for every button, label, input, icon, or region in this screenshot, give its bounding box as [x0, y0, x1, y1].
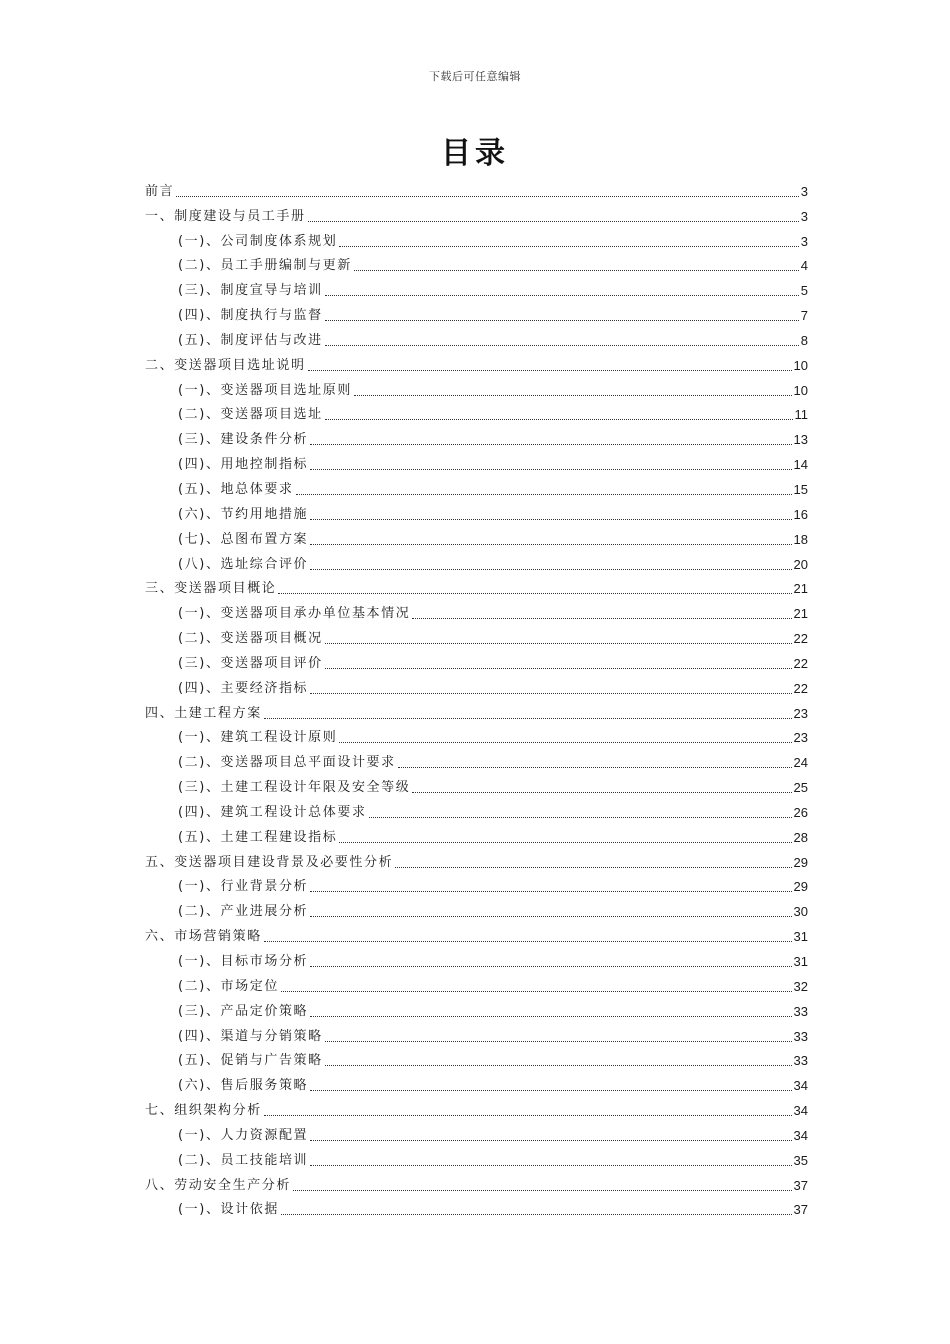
toc-entry-text: (二)、员工技能培训	[178, 1152, 309, 1168]
toc-entry-text: (七)、总图布置方案	[178, 531, 309, 547]
toc-page-number: 15	[793, 481, 808, 497]
dot-leader	[310, 966, 791, 967]
toc-entry-text: 三、变送器项目概论	[145, 581, 277, 597]
table-of-contents	[145, 176, 808, 1219]
toc-entry-text: (六)、节约用地措施	[178, 506, 309, 522]
toc-subsection-entry[interactable]	[145, 375, 808, 400]
toc-subsection-entry[interactable]	[145, 400, 808, 425]
toc-section-entry[interactable]	[145, 847, 808, 872]
dot-leader	[354, 270, 799, 271]
dot-leader	[325, 643, 792, 644]
toc-page-number: 22	[793, 655, 808, 671]
toc-page-number: 25	[793, 780, 808, 796]
toc-page-number: 23	[793, 730, 808, 746]
toc-subsection-entry[interactable]	[145, 648, 808, 673]
toc-subsection-entry[interactable]	[145, 1070, 808, 1095]
toc-subsection-entry[interactable]	[145, 275, 808, 300]
toc-page-number: 13	[793, 432, 808, 448]
toc-entry-text: (二)、变送器项目总平面设计要求	[178, 755, 396, 771]
toc-page-number: 22	[793, 631, 808, 647]
toc-entry-text: 前言	[145, 183, 175, 199]
toc-entry-text: (一)、变送器项目选址原则	[178, 382, 352, 398]
toc-subsection-entry[interactable]	[145, 673, 808, 698]
toc-page-number: 22	[793, 680, 808, 696]
toc-section-entry[interactable]	[145, 176, 808, 201]
toc-entry-text: (二)、变送器项目概况	[178, 631, 323, 647]
toc-subsection-entry[interactable]	[145, 499, 808, 524]
toc-subsection-entry[interactable]	[145, 872, 808, 897]
toc-entry-text: 六、市场营销策略	[145, 929, 262, 945]
toc-page-number: 21	[793, 581, 808, 597]
toc-entry-text: 五、变送器项目建设背景及必要性分析	[145, 854, 394, 870]
toc-page-number: 21	[793, 606, 808, 622]
dot-leader	[310, 544, 791, 545]
toc-section-entry[interactable]	[145, 574, 808, 599]
toc-subsection-entry[interactable]	[145, 524, 808, 549]
dot-leader	[310, 1140, 791, 1141]
toc-page-number: 34	[793, 1103, 808, 1119]
dot-leader	[369, 817, 792, 818]
toc-entry-text: (一)、变送器项目承办单位基本情况	[178, 606, 411, 622]
toc-page-number: 18	[793, 531, 808, 547]
dot-leader	[264, 941, 792, 942]
toc-entry-text: (一)、目标市场分析	[178, 954, 309, 969]
toc-entry-text: (四)、建筑工程设计总体要求	[178, 804, 367, 820]
dot-leader	[296, 494, 792, 495]
toc-entry-text: 一、制度建设与员工手册	[145, 208, 306, 224]
toc-page-number: 5	[800, 283, 808, 299]
toc-entry-text: (二)、变送器项目选址	[178, 407, 323, 423]
toc-entry-text: (五)、地总体要求	[178, 481, 294, 497]
toc-entry-text: (一)、行业背景分析	[178, 879, 309, 895]
toc-entry-text: (三)、产品定价策略	[178, 1003, 309, 1019]
toc-entry-text: (五)、促销与广告策略	[178, 1053, 323, 1069]
toc-page-number: 33	[793, 1028, 808, 1044]
dot-leader	[264, 1115, 792, 1116]
toc-subsection-entry[interactable]	[145, 549, 808, 574]
toc-entry-text: (六)、售后服务策略	[178, 1078, 309, 1094]
toc-subsection-entry[interactable]	[145, 1046, 808, 1071]
toc-section-entry[interactable]	[145, 921, 808, 946]
toc-entry-text: (三)、土建工程设计年限及安全等级	[178, 780, 411, 796]
toc-page-number: 14	[793, 457, 808, 473]
toc-entry-text: (二)、员工手册编制与更新	[178, 258, 352, 274]
toc-subsection-entry[interactable]	[145, 449, 808, 474]
toc-section-entry[interactable]	[145, 698, 808, 723]
toc-page-number: 37	[793, 1202, 808, 1218]
dot-leader	[278, 593, 791, 594]
toc-entry-text: (八)、选址综合评价	[178, 556, 309, 572]
toc-page-number: 29	[793, 854, 808, 870]
dot-leader	[325, 1041, 792, 1042]
toc-page-number: 10	[793, 357, 808, 373]
toc-page-number: 3	[800, 233, 808, 249]
dot-leader	[325, 345, 799, 346]
dot-leader	[354, 395, 792, 396]
toc-entry-text: (三)、制度宣导与培训	[178, 283, 323, 299]
toc-subsection-entry[interactable]	[145, 747, 808, 772]
toc-section-entry[interactable]	[145, 350, 808, 375]
toc-subsection-entry[interactable]	[145, 996, 808, 1021]
dot-leader	[412, 792, 791, 793]
dot-leader	[412, 618, 791, 619]
toc-page-number: 3	[800, 183, 808, 199]
dot-leader	[398, 767, 792, 768]
toc-subsection-entry[interactable]	[145, 300, 808, 325]
toc-entry-text: (四)、用地控制指标	[178, 457, 309, 473]
toc-entry-text: (五)、土建工程建设指标	[178, 829, 338, 845]
toc-subsection-entry[interactable]	[145, 772, 808, 797]
toc-subsection-entry[interactable]	[145, 623, 808, 648]
toc-page-number: 28	[793, 829, 808, 845]
toc-entry-text: 四、土建工程方案	[145, 705, 262, 721]
header-note: 下载后可任意编辑	[429, 70, 521, 83]
toc-section-entry[interactable]	[145, 1095, 808, 1120]
toc-page-number: 35	[793, 1152, 808, 1168]
toc-page-number: 33	[793, 1053, 808, 1069]
dot-leader	[325, 295, 799, 296]
dot-leader	[395, 867, 791, 868]
toc-page-number: 34	[793, 1127, 808, 1143]
toc-subsection-entry[interactable]	[145, 1195, 808, 1220]
toc-title: 目录	[441, 136, 509, 171]
toc-page-number: 10	[793, 382, 808, 398]
toc-entry-text: (四)、渠道与分销策略	[178, 1028, 323, 1044]
dot-leader	[308, 221, 799, 222]
toc-entry-text: (三)、建设条件分析	[178, 432, 309, 448]
dot-leader	[339, 742, 791, 743]
toc-page-number: 29	[793, 879, 808, 895]
dot-leader	[310, 469, 791, 470]
toc-subsection-entry[interactable]	[145, 1145, 808, 1170]
dot-leader	[310, 693, 791, 694]
toc-entry-text: (五)、制度评估与改进	[178, 332, 323, 348]
toc-subsection-entry[interactable]	[145, 822, 808, 847]
toc-page-number: 31	[793, 929, 808, 945]
toc-entry-text: (一)、设计依据	[178, 1202, 279, 1218]
dot-leader	[310, 569, 791, 570]
toc-entry-text: 七、组织架构分析	[145, 1103, 262, 1119]
toc-entry-text: 二、变送器项目选址说明	[145, 357, 306, 373]
toc-page-number: 11	[794, 407, 808, 423]
toc-page-number: 7	[800, 308, 808, 324]
toc-page-number: 26	[793, 804, 808, 820]
toc-page-number: 4	[800, 258, 808, 274]
dot-leader	[176, 196, 799, 197]
toc-page-number: 34	[793, 1078, 808, 1094]
toc-page-number: 16	[793, 506, 808, 522]
dot-leader	[325, 668, 792, 669]
toc-section-entry[interactable]	[145, 1170, 808, 1195]
toc-page-number: 20	[793, 556, 808, 572]
toc-subsection-entry[interactable]	[145, 474, 808, 499]
dot-leader	[310, 891, 791, 892]
toc-subsection-entry[interactable]	[145, 251, 808, 276]
toc-subsection-entry[interactable]	[145, 797, 808, 822]
dot-leader	[325, 320, 799, 321]
dot-leader	[308, 370, 792, 371]
toc-page-number: 32	[793, 978, 808, 994]
dot-leader	[293, 1190, 792, 1191]
toc-entry-text: (二)、产业进展分析	[178, 904, 309, 920]
toc-entry-text: (四)、主要经济指标	[178, 680, 309, 696]
toc-entry-text: 八、劳动安全生产分析	[145, 1177, 292, 1193]
toc-page-number: 8	[800, 332, 808, 348]
dot-leader	[281, 1214, 792, 1215]
toc-subsection-entry[interactable]	[145, 723, 808, 748]
toc-entry-text: (三)、变送器项目评价	[178, 655, 323, 671]
toc-page-number: 37	[793, 1177, 808, 1193]
dot-leader	[264, 718, 792, 719]
dot-leader	[310, 1090, 791, 1091]
toc-page-number: 23	[793, 705, 808, 721]
toc-subsection-entry[interactable]	[145, 971, 808, 996]
toc-section-entry[interactable]	[145, 201, 808, 226]
dot-leader	[339, 842, 791, 843]
toc-subsection-entry[interactable]	[145, 1021, 808, 1046]
dot-leader	[310, 1165, 791, 1166]
toc-page-number: 24	[793, 755, 808, 771]
toc-entry-text: (二)、市场定位	[178, 978, 279, 994]
dot-leader	[310, 916, 791, 917]
toc-entry-text: (一)、公司制度体系规划	[178, 233, 338, 249]
toc-entry-text: (四)、制度执行与监督	[178, 308, 323, 324]
toc-subsection-entry[interactable]	[145, 946, 808, 971]
dot-leader	[310, 519, 791, 520]
dot-leader	[281, 991, 792, 992]
toc-entry-text: (一)、建筑工程设计原则	[178, 730, 338, 746]
toc-subsection-entry[interactable]	[145, 1120, 808, 1145]
dot-leader	[339, 246, 798, 247]
toc-subsection-entry[interactable]	[145, 896, 808, 921]
toc-page-number: 31	[793, 954, 808, 969]
toc-entry-text: (一)、人力资源配置	[178, 1127, 309, 1143]
toc-page-number: 3	[800, 208, 808, 224]
dot-leader	[325, 1065, 792, 1066]
toc-page-number: 33	[793, 1003, 808, 1019]
toc-subsection-entry[interactable]	[145, 226, 808, 251]
toc-page-number: 30	[793, 904, 808, 920]
dot-leader	[310, 444, 791, 445]
dot-leader	[310, 1016, 791, 1017]
toc-subsection-entry[interactable]	[145, 598, 808, 623]
dot-leader	[325, 419, 793, 420]
toc-subsection-entry[interactable]	[145, 424, 808, 449]
toc-subsection-entry[interactable]	[145, 325, 808, 350]
